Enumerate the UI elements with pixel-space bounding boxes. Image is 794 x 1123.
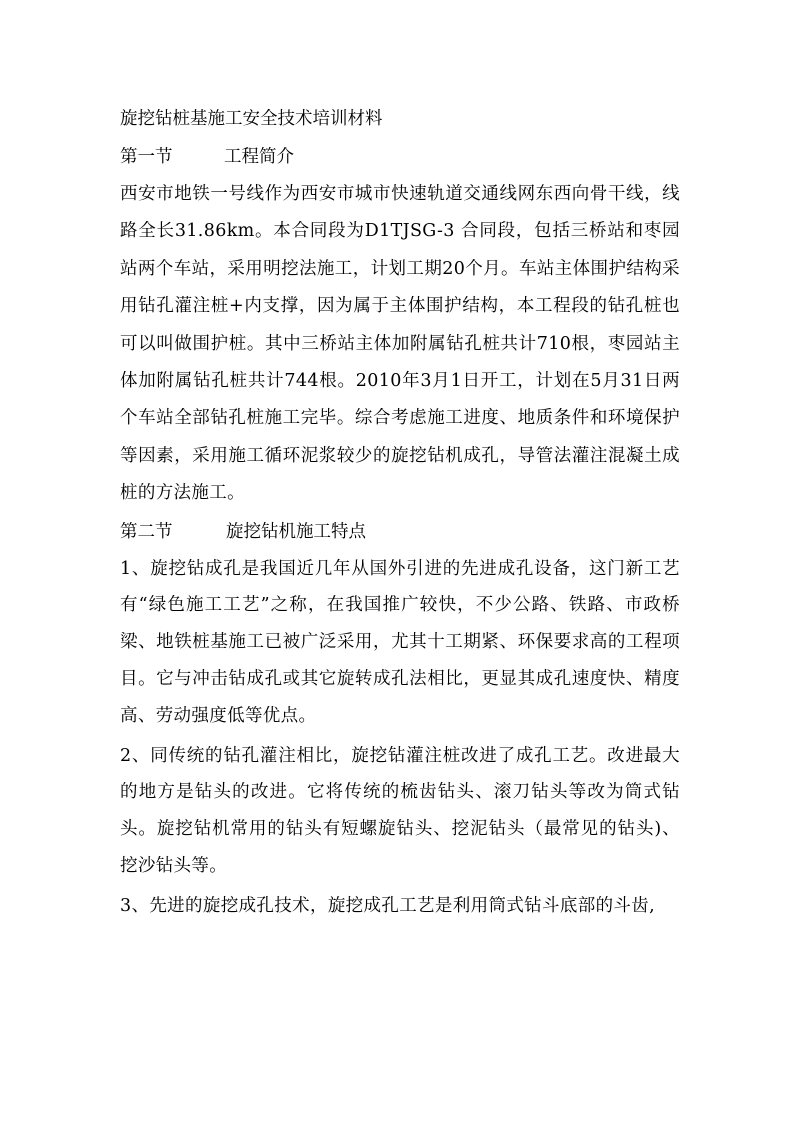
paragraph: 西安市地铁一号线作为西安市城市快速轨道交通线网东西向骨干线，线路全长31.86km。本合同段为D1TJSG-3 合同段，包括三桥站和枣园站两个车站，采用明挖法施工，计划工期20个月。车站主体围护结构采用钻孔灌注桩+内支撑，因为属于主体围护结构，本工程段的钻孔桩也可以叫做围护桩。其中三桥站主体加附属钻孔桩共计710根，枣园站主体加附属钻孔桩共计744根。2010年3月1日开工，计划在5月31日两个车站全部钻孔桩施工完毕。综合考虑施工进度、地质条件和环境保护等因素，采用施工循环泥浆较少的旋挖钻机成孔，导管法灌注混凝土成桩的方法施工。 (120, 184, 680, 504)
section-title: 工程简介 (224, 147, 294, 167)
section-title: 旋挖钻机施工特点 (226, 521, 366, 542)
document-page (120, 98, 680, 925)
paragraph: 3、先进的旋挖成孔技术，旋挖成孔工艺是利用筒式钻斗底部的斗齿, (120, 895, 656, 916)
section-heading-2 (120, 513, 680, 551)
document-title: 旋挖钻桩基施工安全技术培训材料 (120, 109, 383, 129)
paragraph: 1、旋挖钻成孔是我国近几年从国外引进的先进成孔设备，这门新工艺有“绿色施工工艺”之称，在我国推广较快，不少公路、铁路、市政桥梁、地铁桩基施工已被广泛采用，尤其十工期紧、环保要求高的工程项目。它与冲击钻成孔或其它旋转成孔法相比，更显其成孔速度快、精度高、劳动强度低等优点。 (120, 558, 680, 726)
paragraph: 2、同传统的钻孔灌注相比，旋挖钻灌注桩改进了成孔工艺。改进最大的地方是钻头的改进。它将传统的梳齿钻头、滚刀钻头等改为筒式钻头。旋挖钻机常用的钻头有短螺旋钻头、挖泥钻头（最常见的钻头)、挖沙钻头等。 (120, 745, 680, 877)
section-heading-1 (120, 138, 680, 176)
section-number: 第一节 (120, 147, 173, 167)
section-number: 第二节 (120, 521, 173, 542)
